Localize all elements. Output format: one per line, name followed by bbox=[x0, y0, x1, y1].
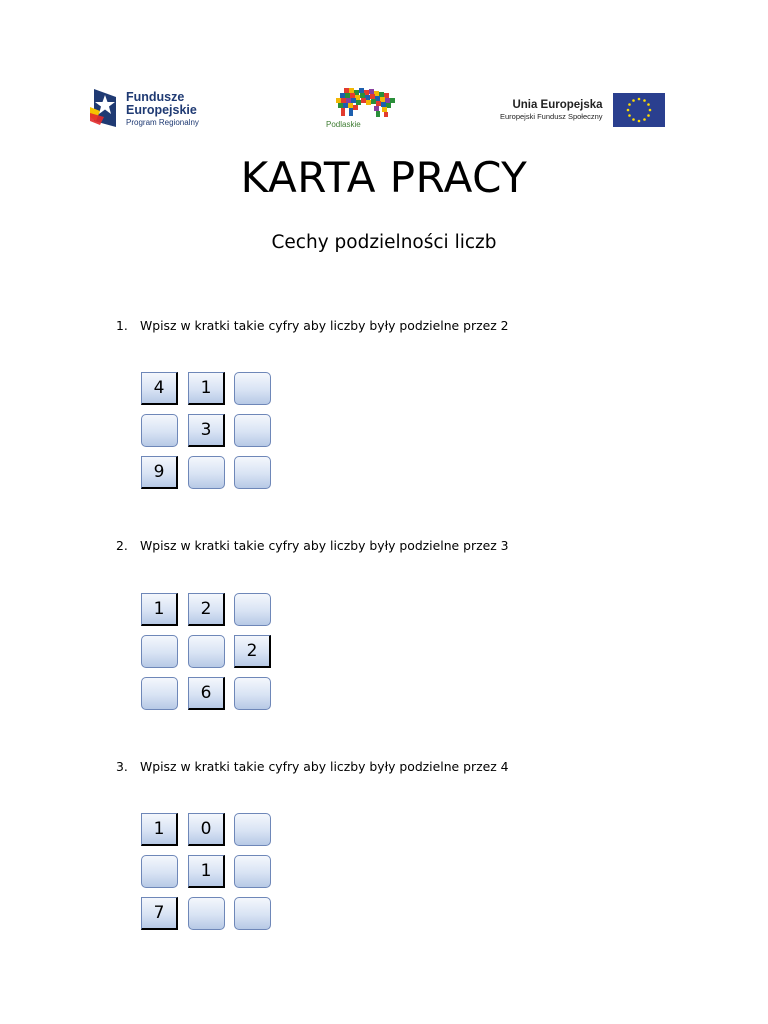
digit-cell[interactable] bbox=[141, 855, 178, 888]
digit-cell[interactable] bbox=[188, 456, 225, 489]
digit-grid bbox=[141, 813, 275, 935]
fe-logo-line2: Europejskie bbox=[126, 102, 197, 117]
digit-grid bbox=[141, 593, 275, 715]
digit-grid bbox=[141, 372, 275, 494]
digit-cell[interactable] bbox=[234, 414, 271, 447]
unia-europejska-logo bbox=[500, 92, 665, 128]
eu-flag-icon bbox=[613, 93, 665, 127]
digit-cell[interactable]: 3 bbox=[188, 414, 225, 447]
digit-cell[interactable] bbox=[234, 855, 271, 888]
task-text: Wpisz w kratki takie cyfry aby liczby były podzielne przez 3 bbox=[140, 538, 509, 553]
digit-cell[interactable]: 1 bbox=[141, 593, 178, 626]
fundusze-europejskie-logo bbox=[90, 86, 199, 132]
task-text: Wpisz w kratki takie cyfry aby liczby były podzielne przez 2 bbox=[140, 318, 509, 333]
task-number: 2. bbox=[116, 538, 128, 553]
page-title: KARTA PRACY bbox=[240, 153, 528, 202]
task-number: 1. bbox=[116, 318, 128, 333]
digit-cell[interactable]: 1 bbox=[188, 855, 225, 888]
task-instruction bbox=[116, 538, 509, 553]
task-instruction bbox=[116, 759, 509, 774]
bison-mosaic-icon bbox=[316, 86, 406, 122]
digit-cell[interactable] bbox=[234, 593, 271, 626]
digit-cell[interactable] bbox=[234, 372, 271, 405]
podlaskie-label: Podlaskie bbox=[326, 120, 361, 129]
digit-cell[interactable] bbox=[234, 456, 271, 489]
digit-cell[interactable] bbox=[141, 677, 178, 710]
digit-cell[interactable]: 9 bbox=[141, 456, 178, 489]
ue-logo-line1: Unia Europejska bbox=[512, 98, 603, 111]
digit-cell[interactable] bbox=[234, 677, 271, 710]
fe-star-icon bbox=[90, 87, 120, 131]
task-number: 3. bbox=[116, 759, 128, 774]
digit-cell[interactable]: 7 bbox=[141, 897, 178, 930]
digit-cell[interactable] bbox=[141, 635, 178, 668]
podlaskie-logo bbox=[316, 86, 406, 134]
page-subtitle: Cechy podzielności liczb bbox=[271, 232, 497, 253]
digit-cell[interactable]: 2 bbox=[188, 593, 225, 626]
digit-cell[interactable]: 2 bbox=[234, 635, 271, 668]
digit-cell[interactable]: 6 bbox=[188, 677, 225, 710]
logo-bar bbox=[90, 86, 680, 136]
digit-cell[interactable] bbox=[234, 897, 271, 930]
digit-cell[interactable]: 1 bbox=[188, 372, 225, 405]
digit-cell[interactable] bbox=[234, 813, 271, 846]
digit-cell[interactable] bbox=[188, 897, 225, 930]
fe-logo-line3: Program Regionalny bbox=[126, 117, 199, 127]
task-instruction bbox=[116, 318, 509, 333]
digit-cell[interactable]: 0 bbox=[188, 813, 225, 846]
digit-cell[interactable] bbox=[188, 635, 225, 668]
digit-cell[interactable] bbox=[141, 414, 178, 447]
task-text: Wpisz w kratki takie cyfry aby liczby były podzielne przez 4 bbox=[140, 759, 509, 774]
digit-cell[interactable]: 4 bbox=[141, 372, 178, 405]
digit-cell[interactable]: 1 bbox=[141, 813, 178, 846]
ue-logo-line2: Europejski Fundusz Społeczny bbox=[500, 112, 603, 122]
fe-logo-line1: Fundusze bbox=[126, 89, 185, 104]
